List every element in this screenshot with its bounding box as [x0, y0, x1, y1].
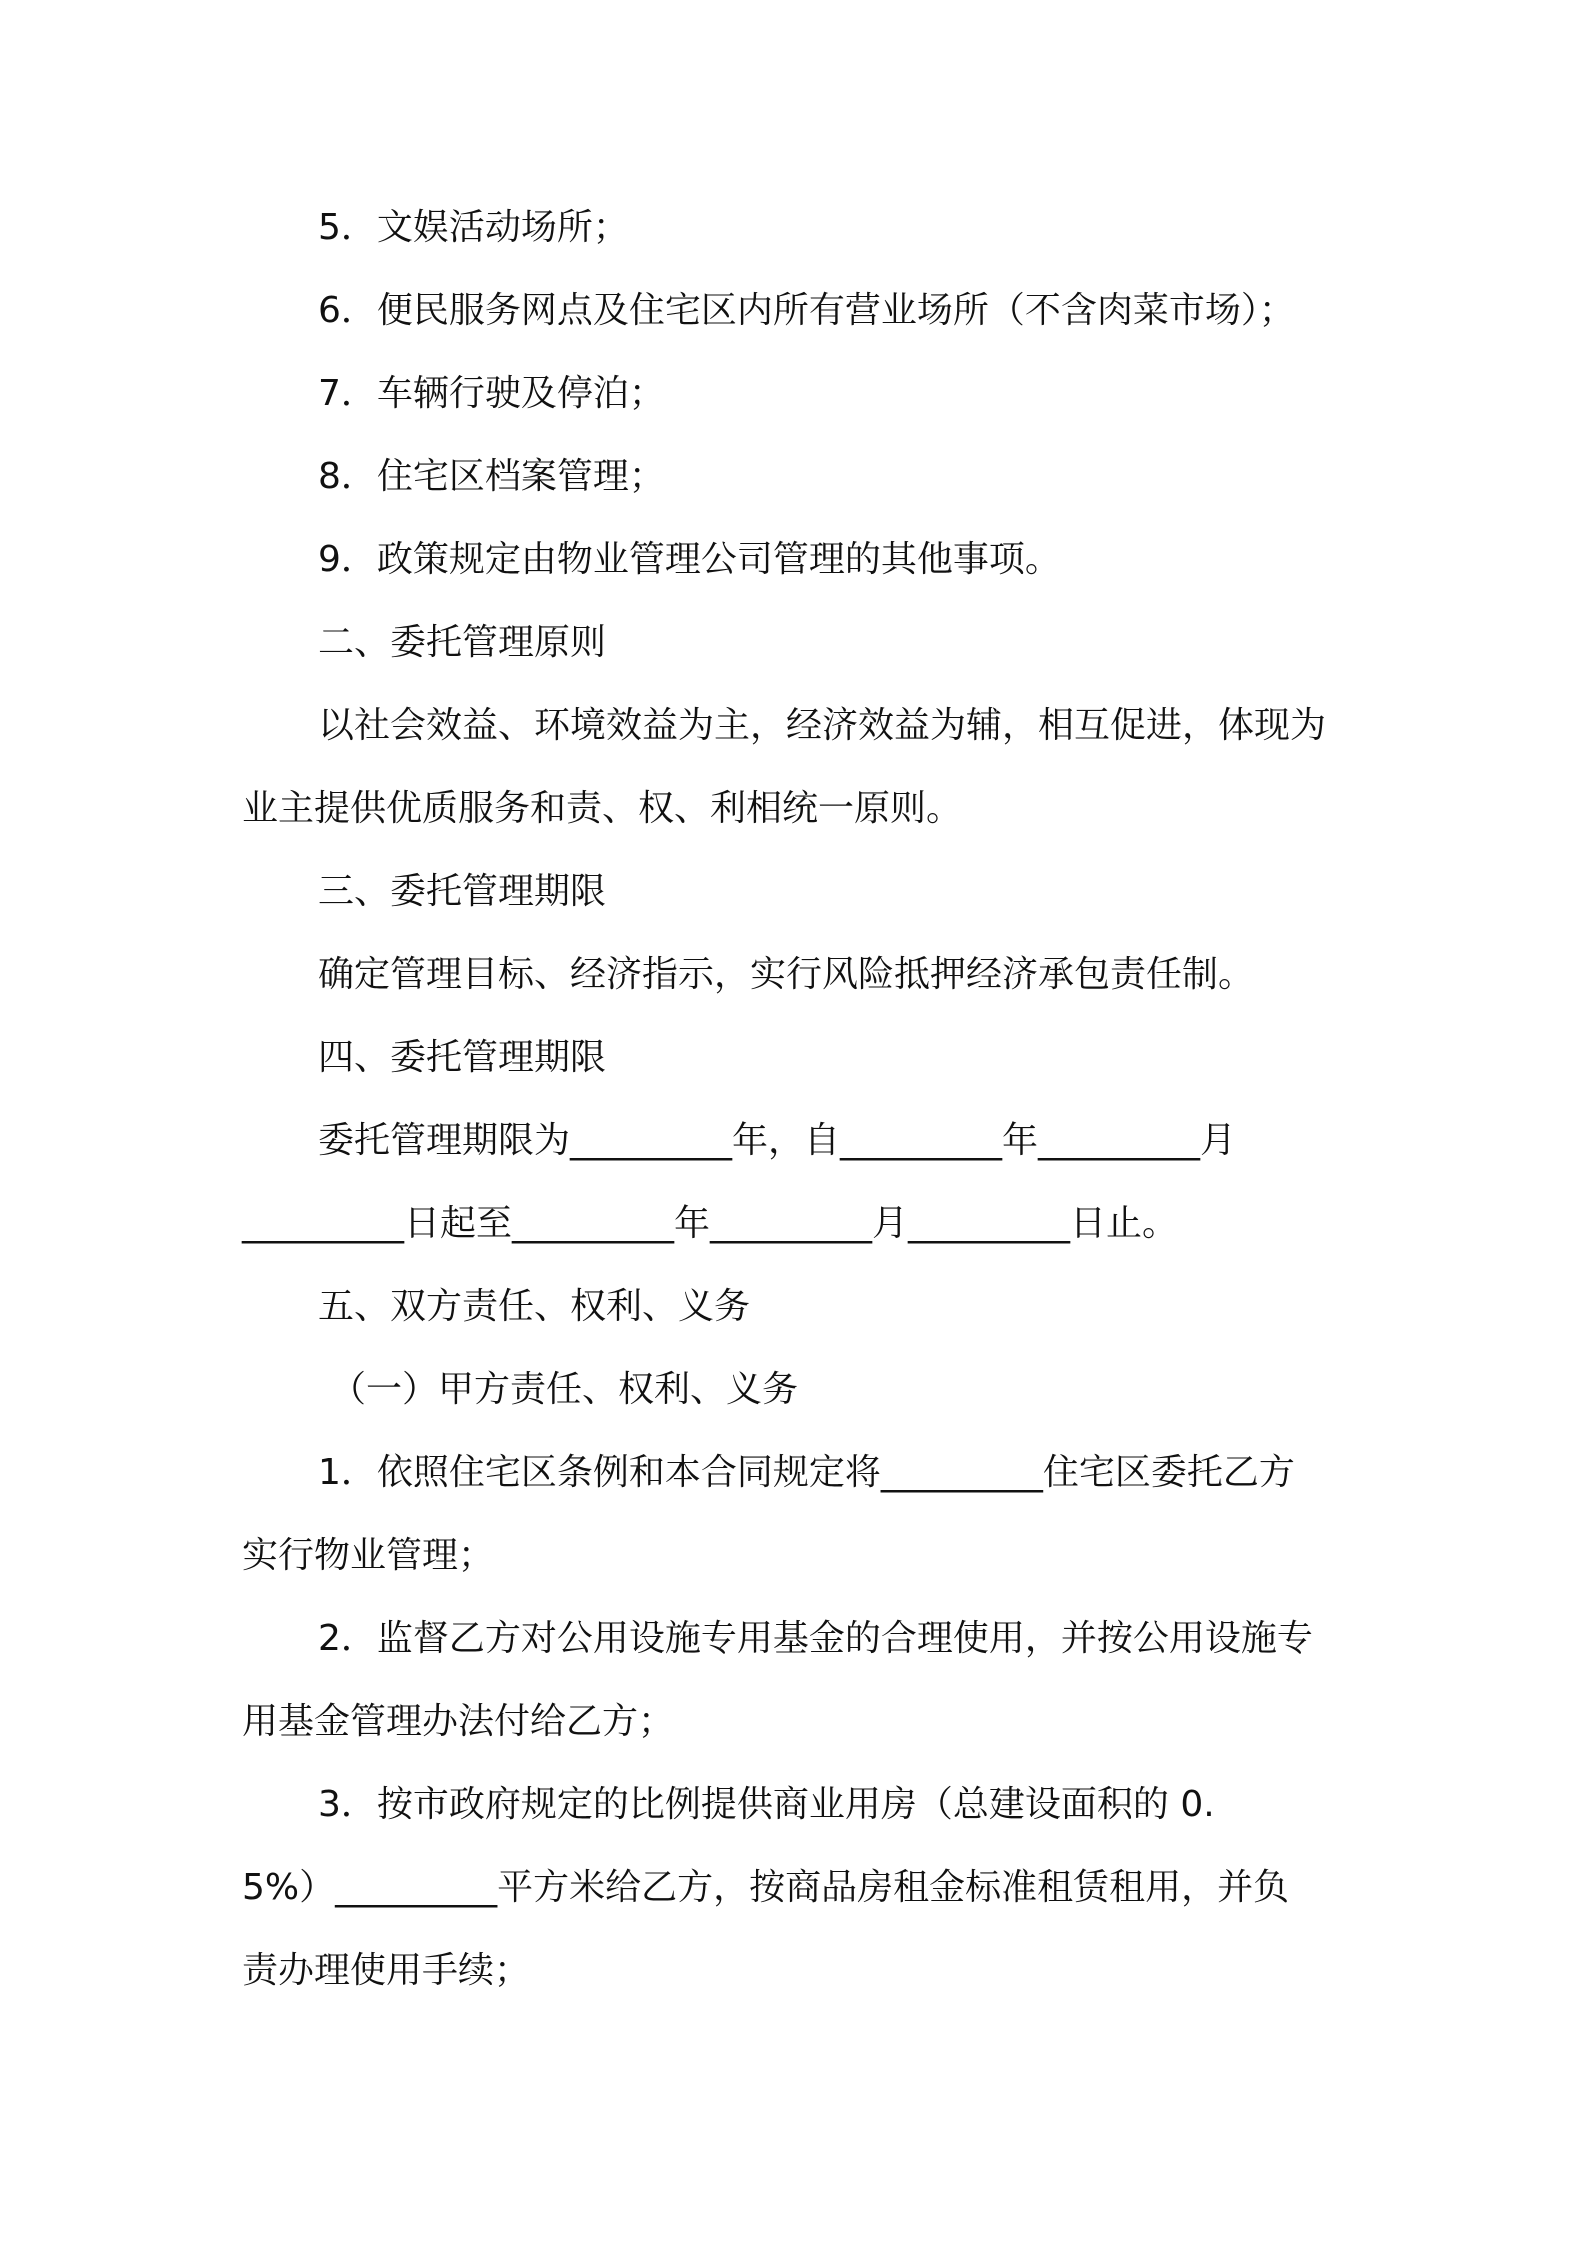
paragraph-line: 5%）_________平方米给乙方，按商品房租金标准租赁租用，并负	[242, 1867, 1290, 1908]
paragraph-line: 委托管理期限为_________年，自_________年_________月	[318, 1120, 1237, 1161]
subsection-heading: （一）甲方责任、权利、义务	[330, 1369, 799, 1410]
section-heading-2: 二、委托管理原则	[318, 622, 607, 663]
paragraph-line: 实行物业管理；	[242, 1535, 495, 1576]
list-item-6: 6．便民服务网点及住宅区内所有营业场所（不含肉菜市场）；	[318, 290, 1295, 331]
paragraph-line: 用基金管理办法付给乙方；	[242, 1701, 675, 1742]
paragraph-line: _________日起至_________年_________月_________日止。	[242, 1203, 1179, 1244]
paragraph-line: 业主提供优质服务和责、权、利相统一原则。	[242, 788, 963, 829]
section-heading-5: 五、双方责任、权利、义务	[318, 1286, 751, 1327]
list-item-8: 8．住宅区档案管理；	[318, 456, 665, 497]
list-item-7: 7．车辆行驶及停泊；	[318, 373, 665, 414]
paragraph-line: 责办理使用手续；	[242, 1950, 531, 1991]
list-item-5: 5．文娱活动场所；	[318, 207, 629, 248]
paragraph-line: 3．按市政府规定的比例提供商业用房（总建设面积的 0.	[318, 1784, 1215, 1825]
paragraph-line: 1．依照住宅区条例和本合同规定将_________住宅区委托乙方	[318, 1452, 1295, 1493]
paragraph-line: 确定管理目标、经济指示，实行风险抵押经济承包责任制。	[318, 954, 1255, 995]
paragraph-line: 以社会效益、环境效益为主，经济效益为辅，相互促进，体现为	[318, 705, 1327, 746]
section-heading-4: 四、委托管理期限	[318, 1037, 607, 1078]
list-item-9: 9．政策规定由物业管理公司管理的其他事项。	[318, 539, 1061, 580]
section-heading-3: 三、委托管理期限	[318, 871, 607, 912]
paragraph-line: 2．监督乙方对公用设施专用基金的合理使用，并按公用设施专	[318, 1618, 1313, 1659]
